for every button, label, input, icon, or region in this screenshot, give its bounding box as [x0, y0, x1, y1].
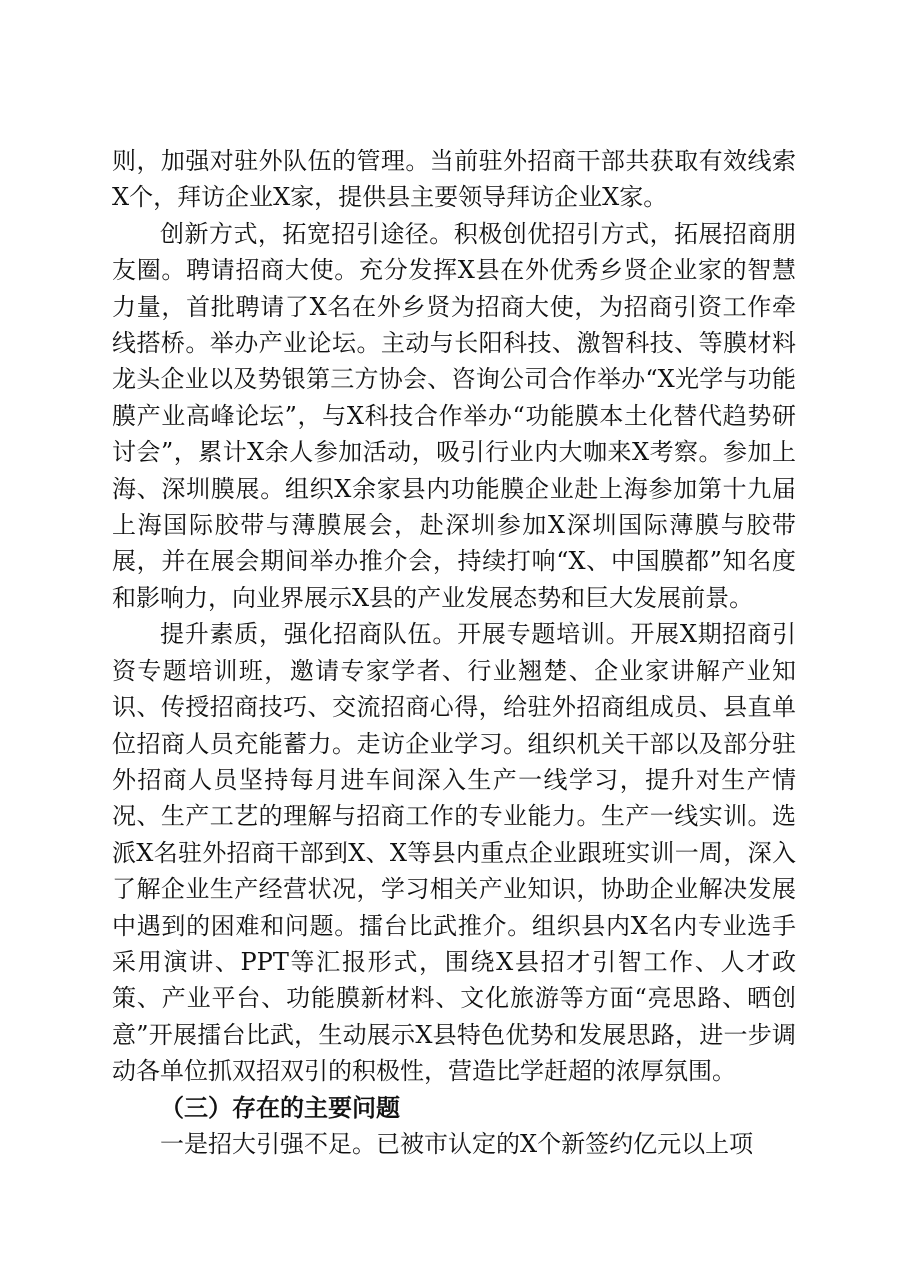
paragraph-training: 提升素质，强化招商队伍。开展专题培训。开展X期招商引资专题培训班，邀请专家学者、行业翘楚、企业家讲解产业知识、传授招商技巧、交流招商心得，给驻外招商组成员、县直单位招商人员充能蓄力。走访企业学习。组织机关干部以及部分驻外招商人员坚持每月进车间深入生产一线学习，提升对生产情况、生产工艺的理解与招商工作的专业能力。生产一线实训。选派X名驻外招商干部到X、X等县内重点企业跟班实训一周，深入了解企业生产经营状况，学习相关产业知识，协助企业解决发展中遇到的困难和问题。擂台比武推介。组织县内X名内专业选手采用演讲、PPT等汇报形式，围绕X县招才引智工作、人才政策、产业平台、功能膜新材料、文化旅游等方面“亮思路、晒创意”开展擂台比武，生动展示X县特色优势和发展思路，进一步调动各单位抓双招双引的积极性，营造比学赶超的浓厚氛围。 [112, 620, 796, 1086]
document-page [112, 143, 796, 1162]
paragraph-innovation: 创新方式，拓宽招引途径。积极创优招引方式，拓展招商朋友圈。聘请招商大使。充分发挥X县在外优秀乡贤企业家的智慧力量，首批聘请了X名在外乡贤为招商大使，为招商引资工作牵线搭桥。举办产业论坛。主动与长阳科技、激智科技、等膜材料龙头企业以及势银第三方协会、咨询公司合作举办“X光学与功能膜产业高峰论坛”，与X科技合作举办“功能膜本土化替代趋势研讨会”，累计X余人参加活动，吸引行业内大咖来X考察。参加上海、深圳膜展。组织X余家县内功能膜企业赴上海参加第十九届上海国际胶带与薄膜展会，赴深圳参加X深圳国际薄膜与胶带展，并在展会期间举办推介会，持续打响“X、中国膜都”知名度和影响力，向业界展示X县的产业发展态势和巨大发展前景。 [112, 219, 796, 612]
section-heading-problems: （三）存在的主要问题 [160, 1092, 400, 1122]
paragraph-problem-one: 一是招大引强不足。已被市认定的X个新签约亿元以上项 [160, 1129, 754, 1158]
paragraph-management: 则，加强对驻外队伍的管理。当前驻外招商干部共获取有效线索X个，拜访企业X家，提供县主要领导拜访企业X家。 [112, 147, 796, 212]
